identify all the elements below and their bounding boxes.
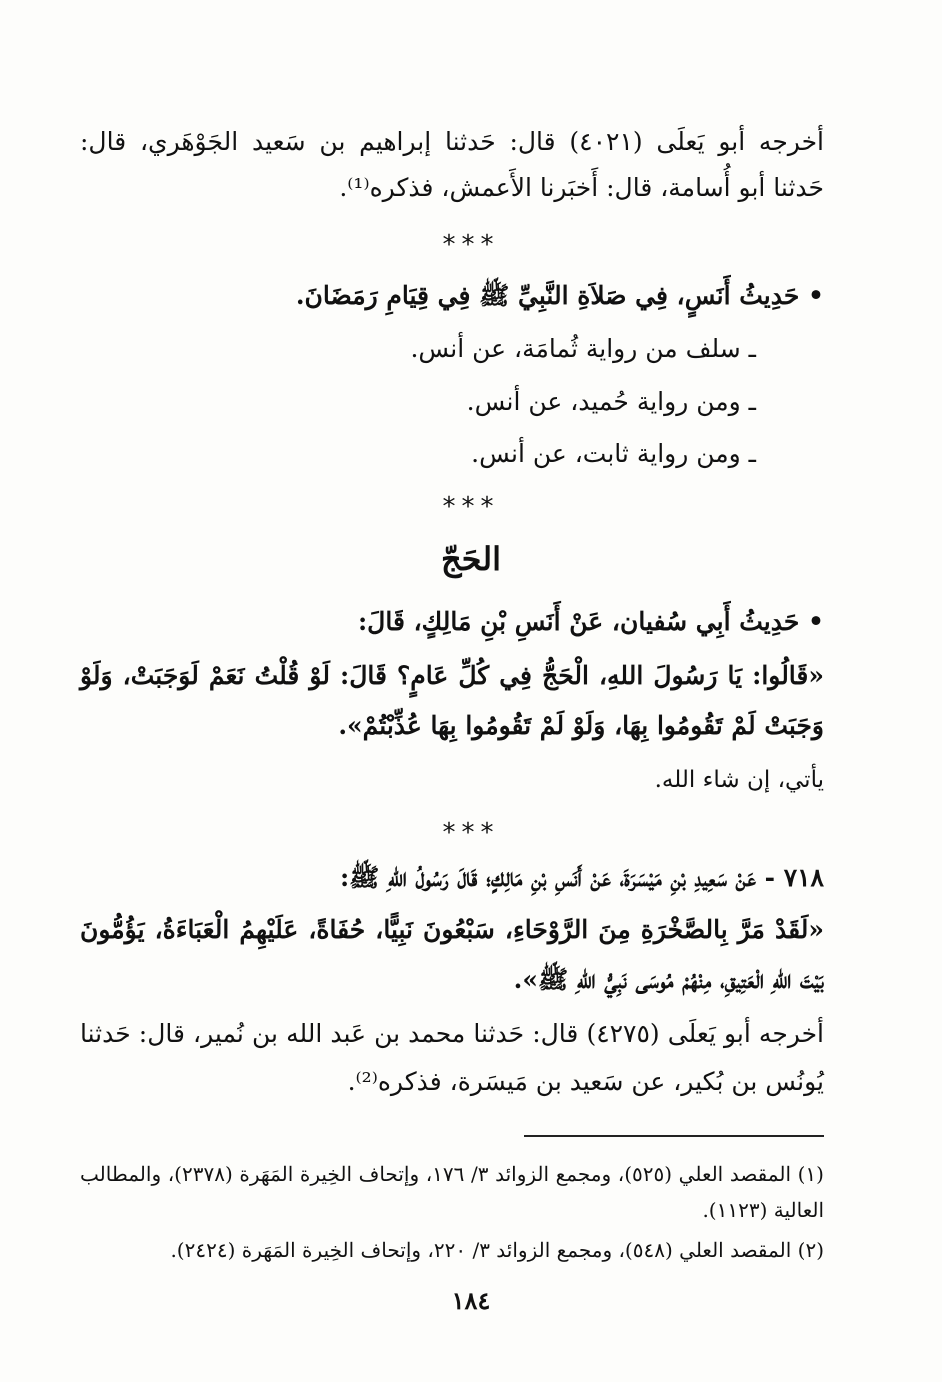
footnote-2: (٢) المقصد العلي (٥٤٨)، ومجمع الزوائد ٣/ ٢٢٠، وإتحاف الخِيرة المَهَرة (٢٤٢٤).: [170, 1238, 824, 1262]
hadith718-line2: «لَقَدْ مَرَّ بِالصَّخْرَةِ مِنَ الرَّوْحَاءِ، سَبْعُونَ نَبِيًّا، حُفَاةً، عَلَيْهِمُ الْعَبَاءَةُ، يَؤُمُّونَ: [80, 915, 824, 944]
separator-stars-1: ***: [442, 230, 500, 260]
footnote-divider: [524, 1135, 824, 1137]
hadith718-line3: بَيْتَ اللهِ الْعَتِيقِ، مِنْهُمْ مُوسَى نَبِيُّ اللهِ ﷺ».: [513, 965, 824, 994]
hadith718-line1: ٧١٨ - عَنْ سَعِيدِ بْنِ مَيْسَرَةَ، عَنْ أَنَسِ بْنِ مَالِكٍ؛ قَالَ رَسُولُ اللهِ ﷺ:: [339, 863, 824, 892]
hadith718-source-line2: يُونُس بن بُكير، عن سَعيد بن مَيسَرة، فذكره⁽²⁾.: [347, 1067, 824, 1096]
section2-quote-line2: وَجَبَتْ لَمْ تَقُومُوا بِهَا، وَلَوْ لَمْ تَقُومُوا بِهَا عُذِّبْتُمْ».: [338, 711, 824, 740]
section-heading-hajj: الحَجّ: [441, 540, 501, 578]
section1-item-1: ـ سلف من رواية ثُمامَة، عن أنس.: [410, 334, 756, 363]
section1-title: • حَدِيثُ أَنَسٍ، فِي صَلاَةِ النَّبِيِّ ﷺ فِي قِيَامِ رَمَضَانَ.: [295, 281, 824, 310]
section2-note: يأتي، إن شاء الله.: [654, 767, 824, 793]
section1-item-3: ـ ومن رواية ثابت، عن أنس.: [471, 439, 756, 468]
page-number: ١٨٤: [451, 1286, 491, 1315]
footnote-1-line1: (١) المقصد العلي (٥٢٥)، ومجمع الزوائد ٣/ ١٧٦، وإتحاف الخِيرة المَهَرة (٢٣٧٨)، والمطالب: [80, 1162, 824, 1186]
paragraph1-line2: حَدثنا أبو أُسامة، قال: أَخبَرنا الأَعمش، فذكره⁽¹⁾.: [339, 173, 824, 202]
section2-title: • حَدِيثُ أَبِي سُفيان، عَنْ أَنَسِ بْنِ مَالِكٍ، قَالَ:: [357, 607, 824, 636]
paragraph1-line1: أخرجه أبو يَعلَى (٤٠٢١) قال: حَدثنا إبراهيم بن سَعيد الجَوْهَري، قال:: [80, 127, 824, 156]
separator-stars-2: ***: [442, 492, 500, 522]
hadith718-source-line1: أخرجه أبو يَعلَى (٤٢٧٥) قال: حَدثنا محمد بن عَبد الله بن نُمير، قال: حَدثنا: [80, 1019, 824, 1048]
separator-stars-3: ***: [442, 818, 500, 848]
section1-item-2: ـ ومن رواية حُميد، عن أنس.: [466, 387, 756, 416]
section2-quote-line1: «قَالُوا: يَا رَسُولَ اللهِ، الْحَجُّ فِي كُلِّ عَامٍ؟ قَالَ: لَوْ قُلْتُ نَعَمْ لَوَجَبَتْ، وَلَوْ: [80, 661, 824, 690]
footnote-1-line2: العالية (١١٢٣).: [702, 1198, 824, 1222]
